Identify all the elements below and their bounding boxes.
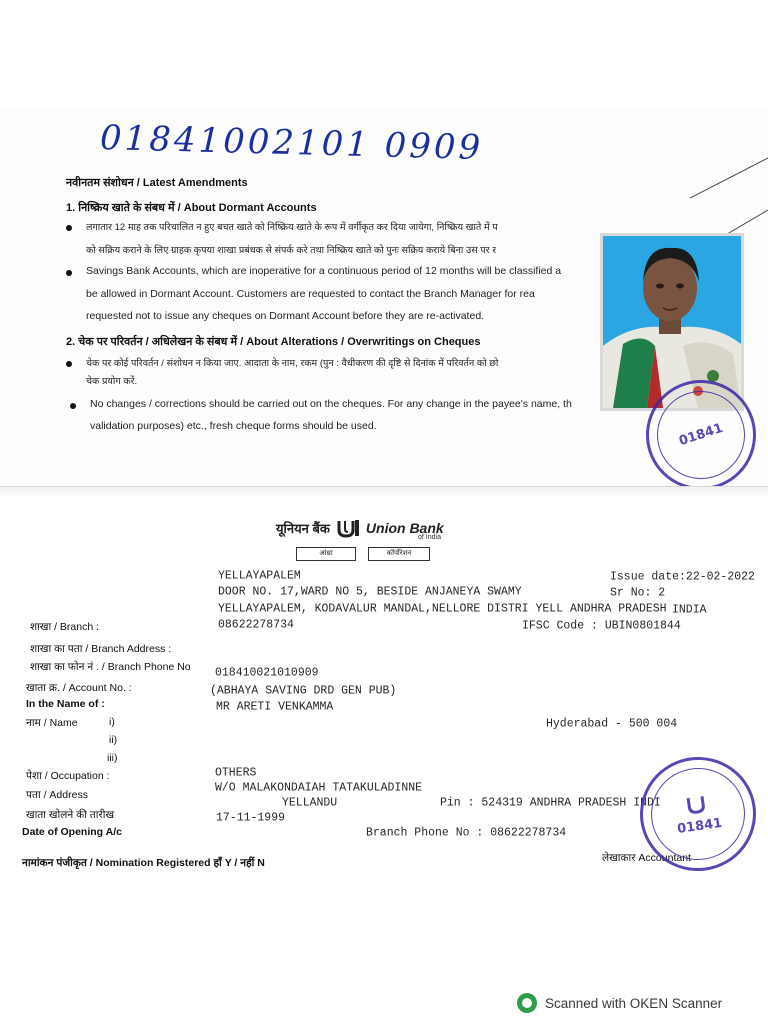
- name-iii-label: iii): [107, 752, 118, 764]
- scanner-watermark: [517, 993, 722, 1013]
- serial-number: Sr No: 2: [610, 586, 666, 601]
- occupation-label: पेशा / Occupation :: [26, 770, 110, 782]
- in-name-of-label: In the Name of :: [26, 698, 105, 710]
- bank-hindi-name: यूनियन बैंक: [276, 521, 330, 536]
- opening-date: 17-11-1999: [216, 811, 286, 826]
- bank-english-name: Union Bank: [365, 520, 444, 536]
- branch-address-line2: YELLAYAPALEM, KODAVALUR MANDAL,NELLORE DISTRI YELL ANDHRA PRADESH: [218, 602, 667, 617]
- dormant-eng-line3: requested not to issue any cheques on Dormant Account before they are re-activated.: [86, 310, 485, 322]
- oken-scanner-icon: [517, 993, 537, 1013]
- holder-address-line1: W/O MALAKONDAIAH TATAKULADINNE: [215, 781, 423, 796]
- scanner-text: Scanned with OKEN Scanner: [545, 995, 723, 1011]
- accountant-label: लेखाकार Accountant: [602, 852, 691, 864]
- corporation-tag-label: कॉर्पोरेशन: [386, 550, 412, 557]
- country: INDIA: [672, 603, 707, 618]
- name-label: नाम / Name: [26, 717, 78, 729]
- andhra-tag: [296, 547, 356, 561]
- bullet-icon: [66, 270, 72, 276]
- branch-address-label: शाखा का पता / Branch Address :: [30, 643, 172, 655]
- branch-phone-line: Branch Phone No : 08622278734: [366, 826, 567, 841]
- city-line: Hyderabad - 500 004: [546, 717, 678, 732]
- bullet-icon: [66, 361, 72, 367]
- cheque-eng-line1: No changes / corrections should be carried out on the cheques. For any change in the payee's name, th: [90, 398, 572, 410]
- stamp-branch-code: 01841: [676, 815, 724, 837]
- address-label: पता / Address: [26, 789, 88, 801]
- nomination-label: नामांकन पंजीकृत / Nomination Registered हाँ Y / नहीं N: [22, 857, 265, 869]
- branch-label: शाखा / Branch :: [30, 621, 100, 633]
- issue-date: Issue date:22-02-2022: [610, 570, 755, 585]
- bullet-icon: [66, 225, 72, 231]
- opening-date-label: Date of Opening A/c: [22, 826, 122, 838]
- union-bank-logo-icon: [335, 518, 361, 538]
- corporation-tag: [368, 547, 430, 561]
- bank-of-india: of India: [418, 534, 441, 541]
- handwritten-account-number: 01841002101 0909: [99, 118, 484, 169]
- holder-address-line2: YELLANDU: [282, 796, 338, 811]
- holder-name: MR ARETI VENKAMMA: [216, 700, 334, 715]
- dormant-hindi-line2: को सक्रिय कराने के लिए ग्राहक कृपया शाखा प्रबंधक से संपर्क करे तथा निष्क्रिय खाते को पुनः सक्रिय कराये बिना उस पर र: [86, 245, 497, 256]
- name-ii-label: ii): [109, 734, 118, 746]
- account-no-label: खाता क्र. / Account No. :: [26, 682, 132, 694]
- occupation-value: OTHERS: [215, 766, 257, 781]
- branch-phone-label: शाखा का फोन नं . / Branch Phone No: [30, 661, 191, 673]
- dormant-eng-line2: be allowed in Dormant Account. Customers are requested to contact the Branch Manager for rea: [86, 288, 535, 300]
- name-i-label: i): [109, 716, 115, 728]
- cheque-eng-line2: validation purposes) etc., fresh cheque forms should be used.: [90, 420, 377, 432]
- branch-name: YELLAYAPALEM: [218, 569, 301, 584]
- andhra-tag-label: आंध्रा: [319, 550, 333, 557]
- cheque-hindi-line2: चेक प्रयोग करें.: [86, 376, 138, 387]
- amendments-heading: नवीनतम संशोधन / Latest Amendments: [66, 177, 248, 189]
- section2-title: 2. चेक पर परिवर्तन / अधिलेखन के संबध में / About Alterations / Overwritings on Cheques: [66, 336, 481, 348]
- account-type: (ABHAYA SAVING DRD GEN PUB): [210, 684, 397, 699]
- branch-phone-value: 08622278734: [218, 618, 294, 633]
- pin-code: Pin : 524319 ANDHRA PRADESH INDI: [440, 796, 661, 811]
- bullet-icon: [70, 403, 76, 409]
- union-bank-stamp-icon: [682, 792, 711, 817]
- stamp-code: 01841: [677, 420, 725, 450]
- account-number: 018410021010909: [215, 666, 319, 681]
- dormant-hindi-line1: लगातार 12 माह तक परिचालित न हुए बचत खाते को निष्क्रिय खाते के रूप में वर्गीकृत कर दिया जायेगा, निष्क्रिय खाते में प: [86, 222, 498, 233]
- opening-date-hindi-label: खाता खोलने की तारीख: [26, 809, 115, 821]
- section1-title: 1. निष्क्रिय खाते के संबध में / About Dormant Accounts: [66, 202, 317, 214]
- dormant-eng-line1: Savings Bank Accounts, which are inoperative for a continuous period of 12 months will be classified a: [86, 265, 562, 277]
- ifsc-code: IFSC Code : UBIN0801844: [522, 619, 681, 634]
- cheque-hindi-line1: चेक पर कोई परिवर्तन / संशोधन न किया जाए. आदाता के नाम, रकम (पुन : वैधीकरण की दृष्टि से दिनांक में परिवर्तन को छो: [86, 358, 499, 369]
- page-fold: [0, 486, 768, 496]
- branch-address-line1: DOOR NO. 17,WARD NO 5, BESIDE ANJANEYA SWAMY: [218, 585, 522, 600]
